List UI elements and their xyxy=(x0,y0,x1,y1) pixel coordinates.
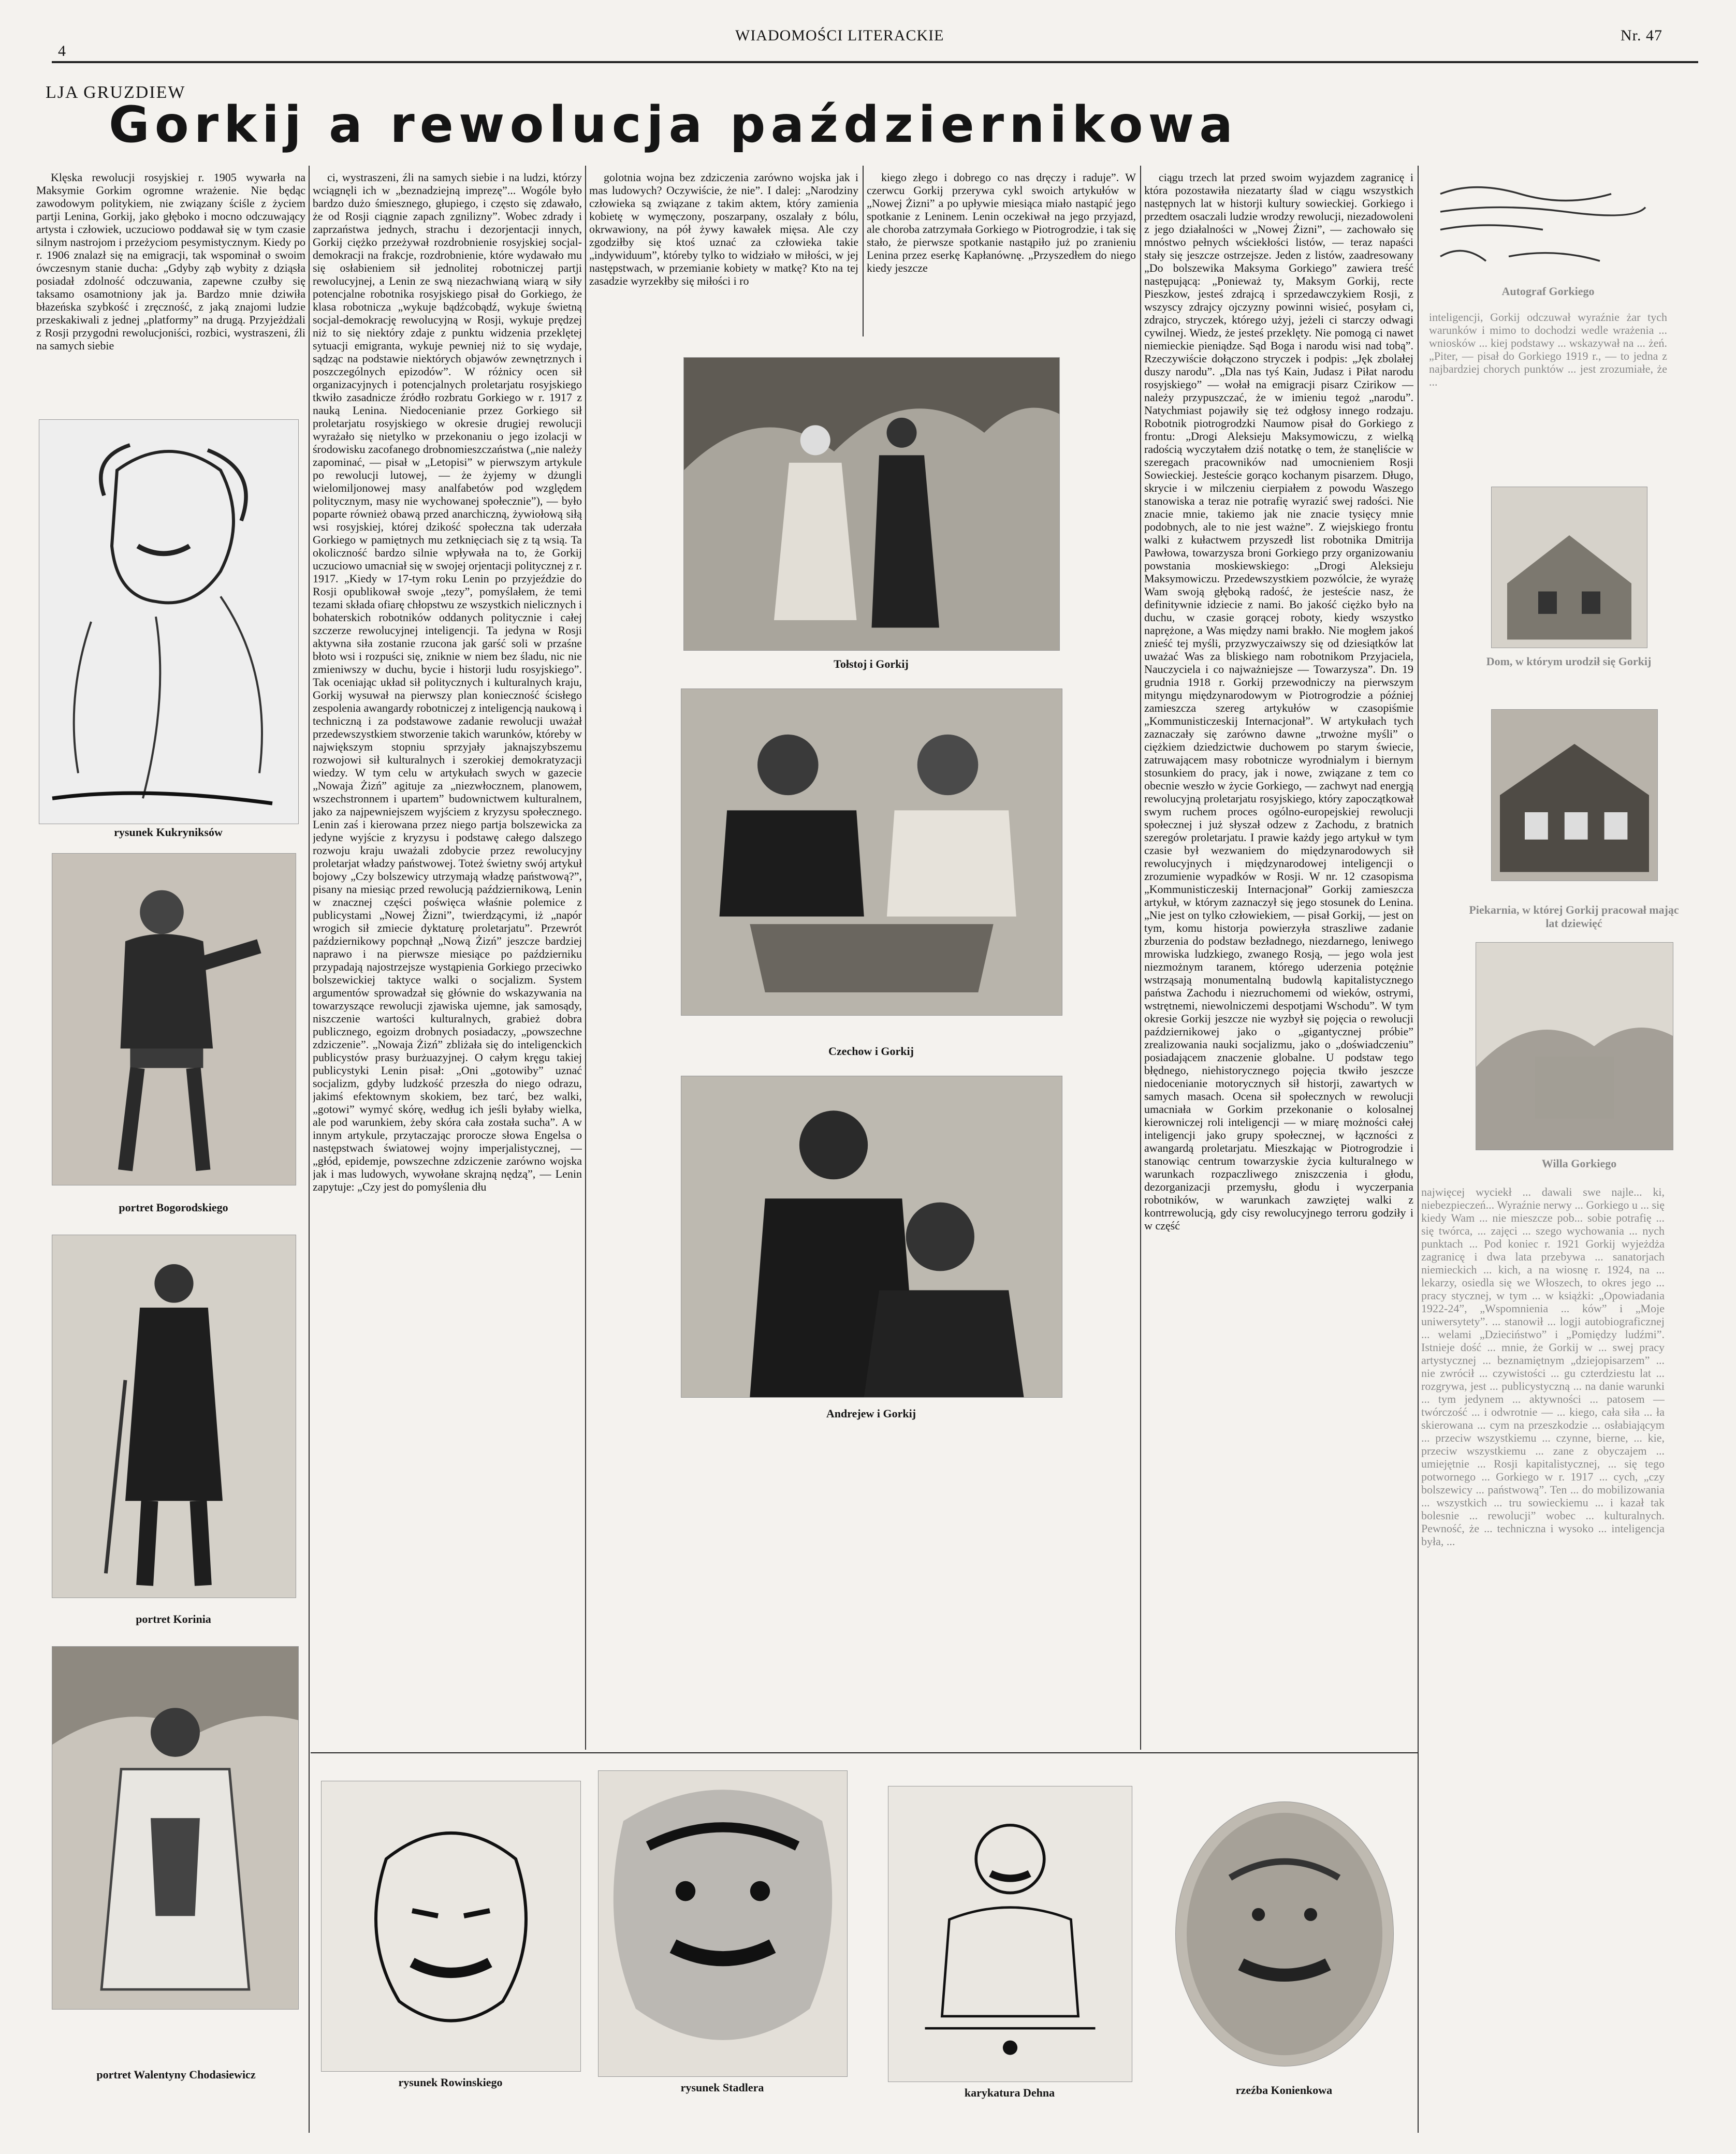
author-name: LJA GRUZDIEW xyxy=(46,83,186,102)
caption-rowinski: rysunek Rowinskiego xyxy=(398,2076,503,2089)
caption-korin: portret Korinia xyxy=(136,1613,211,1625)
column-divider xyxy=(863,166,864,336)
page-number: 4 xyxy=(58,42,66,60)
figure-korin xyxy=(52,1235,296,1598)
issue-number: Nr. 47 xyxy=(1621,27,1662,44)
column-divider xyxy=(1418,166,1419,2133)
caption-andrejew: Andrejew i Gorkij xyxy=(826,1407,916,1420)
caption-czechow: Czechow i Gorkij xyxy=(828,1045,914,1058)
column-divider xyxy=(1140,166,1141,1750)
figure-chodasiewicz xyxy=(52,1646,299,2010)
column-4-text: kiego złego i dobrego co nas dręczy i raduje”. W czerwcu Gorkij przerywa cykl swoich artykułów w „Nowej Żizni” a po upływie miesiąca miało nastąpić jego spotkanie z Leninem. Lenin oczekiwał na jego przyjazd, ale choroba zatrzymała Gorkiego w Piotrogrodzie, i tak się stało, że pierwsze spotkanie nastąpiło już po zranieniu Lenina przez eserkę Kapłanównę. „Przyszedłem do niego kiedy jeszcze xyxy=(867,171,1136,274)
column-divider xyxy=(585,166,586,1750)
photo-czechow-gorkij xyxy=(681,688,1062,1016)
column-6-text: inteligencji, Gorkij odczuwał wyraźnie żar tych warunków i mimo to dochodzi wedle wrażenia ... wniosków ... kiej podstawy ... wskazywał na ... żeń. „Piter, — pisał do Gorkiego 1919 r., — to jedna z najbardziej chorych punktów ... jest zrozumiałe, że ... xyxy=(1429,311,1667,388)
caption-tolstoj: Tołstoj i Gorkij xyxy=(834,657,909,670)
caption-willa: Willa Gorkiego xyxy=(1541,1157,1617,1170)
photo-andrejew-gorkij xyxy=(681,1076,1062,1398)
column-divider xyxy=(309,166,310,2133)
caption-dom: Dom, w którym urodził się Gorkij xyxy=(1486,655,1652,668)
figure-bogorodski xyxy=(52,853,296,1185)
sculpture-konienkowa xyxy=(1175,1801,1394,2067)
photo-piekarnia xyxy=(1491,709,1658,881)
photo-tolstoj-gorkij xyxy=(683,357,1060,651)
photo-dom xyxy=(1491,487,1647,648)
article-title: Gorkij a rewolucja październikowa xyxy=(109,96,1238,154)
autograph-image xyxy=(1429,176,1657,274)
drawing-rowinski xyxy=(321,1781,581,2072)
caption-autograf: Autograf Gorkiego xyxy=(1501,285,1595,298)
column-5-text: ciągu trzech lat przed swoim wyjazdem zagranicę i która pozostawiła niezatarty ślad w ciągu wszystkich następnych lat w historji kultury sowieckiej. Gorkiego i przedtem osaczali ludzie wrodzy rewolucji, niezadowoleni z jego działalności w „Nowej Żizni”, — zachowało się mnóstwo pełnych wściekłości listów, — teraz napaści stały się jeszcze ostrzejsze. Jeden z listów, zaadresowany „Do bolszewika Maksyma Gorkiego” zawiera treść następującą: „Ponieważ ty, Maksym Gorkij, recte Pieszkow, jesteś zdrajcą i sprzedawczykiem Rosji, z wszyscy zdrajcy ojczyzny powinni wisieć, posyłam ci, zdrajco, stryczek, którego użyj, jeżeli ci starczy odwagi cywilnej. Wiedz, że jesteś przeklęty. Nie pomogą ci nawet niemieckie pieniądze. Sąd Boga i narodu wisi nad tobą”. Rzeczywiście dołączono stryczek i podpis: „Jęk zbolałej duszy narodu”. „Dla nas tyś Kain, Judasz i Piłat narodu rosyjskiego” — wołał na emigracji pisarz Czirikow — należy przypuszczać, że w imieniu tegoż „narodu”. Natychmiast pojawiły się też odgłosy innego rodzaju. Robotnik piotrogrodzki Naumow pisał do Gorkiego z frontu: „Drogi Aleksieju Maksymowiczu, z wielką radością wyczytałem dziś notatkę o tem, że stanęliście w szeregach pracowników nad umocnieniem Rosji Sowieckiej. Jesteście gorąco kochanym pisarzem. Długo, skrycie i w milczeniu cierpiałem z powodu Waszego stanowiska a teraz nie potrafię wyrazić swej radości. Nie znacie mnie, takiemo jak nie znacie tysięcy mnie podobnych, ale to nie jest ważne”. Z wiejskiego frontu walki z kułactwem przyszedł list robotnika Dmitrija Pawłowa, towarzysza broni Gorkiego przy organizowaniu powstania moskiewskiego: „Drogi Aleksieju Maksymowiczu. Przedewszystkiem pozwólcie, że wyrażę Wam swoją głęboką radość, że jesteście nasz, że definitywnie idziecie z nami. Bo jakość ciężko było na duchu, w czasie gorącej roboty, kiedy wszystko naprężone, a Was między nami brakło. Nie mogłem jakoś znieść tej myśli, przyzwyczaiwszy się od dziesiątków lat uważać Was za bliskiego nam robotnikom Przyjaciela, Nauczyciela i co najważniejsze — Towarzysza”. Dn. 19 grudnia 1918 r. Gorkij przewodniczy na pierwszym mityngu międzynarodowym w Piotrogrodzie a później zamieszcza szereg artykułów w czasopiśmie „Kommunisticzeskij Internacjonał”. W artykułach tych zaznaczały się zarówno dawne „trwożne myśli” o ciężkiem dziedzictwie duchowem po starym świecie, zatruwającem masy robotnicze wyrodnialym i biernym stosunkiem do pracy, jak i nowe, związane z tem co obecnie weszło w życie Gorkiego, — zachwyt nad energją rewolucyjną proletarjatu rosyjskiego, który zapoczątkował swym ruchem proces ogólno-europejskiej rewolucji społecznej i już słyszał odzew z Zachodu, z bratnich szeregów proletarjatu. I prawie każdy jego artykuł w tym czasie był wezwaniem do międzynarodowych sił rewolucyjnych i międzynarodowej inteligencji o zrozumienie wypadków w Rosji. W nr. 12 czasopisma „Kommunisticzeskij Internacjonał” Gorkij zamieszcza artykuł, w którym zaznaczył się jego stosunek do Lenina. „Nie jest on tylko człowiekiem, — pisał Gorkij, — jest on tym, komu historja powierzyła straszliwe zadanie zburzenia do podstaw bezładnego, niezdarnego, leniwego mrowiska ludzkiego, zwanego Rosją, — jego wola jest niezmożnym taranem, którego uderzenia potężnie wstrząsają monumentalną budowlą kapitalistycznego państwa Zachodu i niezruchomemi od wieków, ostrymi, wstrętnemi, niewolniczemi despotjami Wschodu”. W tym okresie Gorkij jeszcze nie wyzbył się pojęcia o rewolucji październikowej jako o „gigantycznej próbie” zrealizowania nauki socjalizmu, jako o „doświadczeniu” posiadającem znaczenie globalne. U podstaw tego błędnego, niehistorycznego pojęcia tkwiło jeszcze niedocenianie motorycznych sił historji, zawartych w samych masach. Ocena sił społecznych w rewolucji umacniała w Gorkim przekonanie o kolosalnej kierowniczej roli inteligencji — w miarę możności całej inteligencji jako grupy społecznej, w łączności z awangardą proletarjatu. Mieszkając w Piotrogrodzie i stanowiąc centrum towarzyskie życia kulturalnego w warunkach rozpaczliwego zniszczenia i głodu, dezorganizacji przemysłu, głodu i wyczerpania robotników, w warunkach zawziętej walki z kontrrewolucją, gdy cisy rewolucyjnego terroru godziły i w część xyxy=(1144,171,1413,1232)
caption-stadler: rysunek Stadlera xyxy=(680,2081,764,2094)
masthead: WIADOMOŚCI LITERACKIE xyxy=(735,27,944,44)
caption-chodasiewicz: portret Walentyny Chodasiewicz xyxy=(96,2068,256,2081)
figure-kukryniksow xyxy=(39,419,299,824)
column-2-text: ci, wystraszeni, źli na samych siebie i na ludzi, którzy wciągnęli ich w „beznadziejną imprezę”... Wogóle było bardzo dużo śmiesznego, głupiego, i często się zdawało, że od Rosji ciągnie zapach zgnilizny”. Wobec zdrady i zaprzaństwa jednych, strachu i dezorjentacji innych, Gorkij ciężko przeżywał rozdrobnienie rosyjskiej socjal-demokracji na frakcje, rozdrobnienie, które wydawało mu się osłabieniem sił jednolitej robotniczej partji rewolucyjnej, a Lenin ze swą niezachwianą wiarą w siły potencjalne robotnika rosyjskiego pisał do Gorkiego, że klasa robotnicza „wykuje bądźcobądź, wykuje świetną socjal-demokrację rewolucyjną w Rosji, wykuje prędzej niż to się niektóry zdaje z punktu widzenia przeklętej sytuacji emigranta, wykuje pewniej niż to się wydaje, sądząc na podstawie niektórych objawów zewnętrznych i poszczególnych epizodów”. W różnicy ocen sił organizacyjnych i potencjalnych proletarjatu rosyjskiego tkwiło zasadnicze źródło rozbratu Gorkiego w r. 1917 z nauką Lenina. Niedocenianie przez Gorkiego sił proletarjatu rosyjskiego w okresie drugiej rewolucji wyrażało się nietylko w przekonaniu o jego izolacji w środowisku zacofanego drobnomieszczaństwa („nie należy zapominać, — pisał w „Letopisi” w pierwszym artykule po rewolucji lutowej, — że żyjemy w dżungli wielomiljonowej masy analfabetów pod względem politycznym, masy nie wychowanej społecznie”), — było poparte również obawą przed anarchiczną, żywiołową siłą wsi rosyjskiej, której dzikość społeczna tak uderzała Gorkiego w pamiętnych mu zetknięciach się z tą wsią. Ta okoliczność bardzo silnie wpływała na to, że Gorkij uczuciowo umacniał się w swojej orjentacji politycznej z r. 1917. „Kiedy w 17-tym roku Lenin po przyjeździe do Rosji opublikował swoje „tezy”, pomyślałem, że temi tezami składa ofiarę chłopstwu ze wszystkich nielicznych i bohaterskich robotników oddanych politycznie i całej szczerze rewolucyjnej inteligencji. Ta jedyna w Rosji aktywna siła zostanie rzucona jak garść soli w przaśne błoto wsi i rozpuści się, zniknie w niem bez śladu, nic nie zmieniwszy w duchu, bycie i historji ludu rosyjskiego”. Tak oceniając układ sił politycznych i kulturalnych kraju, Gorkij wysuwał na pierwszy plan konieczność ścisłego zespolenia awangardy robotniczej z inteligencją naukową i techniczną i za podstawowe zadanie rewolucji uważał przedewszystkiem stworzenie takich warunków, któreby w największym stopniu sprzyjały jaknajszybszemu rozwojowi sił kulturalnych i szerokiej demokratyzacji wiedzy. W tym celu w artykułach swych w gazecie „Nowaja Żizń” agituje za „niezwłocznem, planowem, wszechstronnem i upartem” budownictwem kulturalnem, jako za najpewniejszem wyjściem z kryzysu społecznego. Lenin zaś i kierowana przez niego partja bolszewicka za jedyne wyjście z kryzysu i podstawę całego dalszego rozwoju kraju uważali zdobycie przez rewolucyjny proletarjat władzy państwowej. Toteż świetny swój artykuł bojowy „Czy bolszewicy utrzymają władzę państwową?”, pisany na miesiąc przed rewolucją październikową, Lenin w znacznej części poświęca właśnie polemice z publicystami „Nowej Żizni”, twierdzącymi, iż „napór wrogich sił zmiecie dyktaturę proletarjatu”. Przewrót październikowy popchnął „Nową Żizń” jeszcze bardziej naprawo i na pierwsze miesiące po październiku przypadają najostrzejsze wystąpienia Gorkiego przeciwko bolszewickiej taktyce walki o socjalizm. System argumentów sprowadzał się głównie do wskazywania na towarzyszące rewolucji zjawiska ujemne, jak samosądy, niszczenie wartości kulturalnych, grabież dobra publicznego, egoizm drobnych posiadaczy, „powszechne zdziczenie”. „Nowaja Żizń” zbliżała się do inteligenckich publicystów prasy burżuazyjnej. O całym kręgu takiej publicystyki Lenin pisał: „Oni „gotowiby” uznać socjalizm, gdyby ludzkość przeszła do niego odrazu, jakimś efektownym skokiem, bez tarć, bez walki, „gotowi” wymyć skórę, według ich jeśli byłaby wielka, ale pod warunkiem, żeby skóra cała została sucha”. A w innym artykule, przytaczając prorocze słowa Engelsa o następstwach światowej wojny imperjalistycznej, — „głód, epidemje, powszechne zdziczenie zarówno wojska jak i mas ludowych, wywołane skrajną nędzą”, — Lenin zapytuje: „Czy jest do pomyślenia dłu xyxy=(313,171,582,1193)
caption-kukryniksow: rysunek Kukryniksów xyxy=(114,826,223,839)
drawing-stadler xyxy=(598,1770,848,2077)
column-3-text: golotnia wojna bez zdziczenia zarówno wojska jak i mas ludowych? Oczywiście, że nie”. I dalej: „Narodziny człowieka są związane z takim aktem, który zamienia kobietę w wymęczony, poszarpany, oszalały z bólu, okrwawiony, na pół żywy kawałek mięsa. Ale czy zgodziłby się ktoś uznać za człowieka takie „indywiduum”, któreby tylko to widziało w miłości, w jej następstwach, w przemianie kobiety w matkę? Kto na tej zasadzie wyrzekłby się miłości i ro xyxy=(589,171,858,287)
bottom-rule xyxy=(311,1752,1418,1753)
caption-bogorodski: portret Bogorodskiego xyxy=(119,1201,228,1214)
caption-konienkowa: rzeźba Koniеnkowa xyxy=(1235,2084,1333,2097)
column-7-text: najwięcej wyciekł ... dawali swe najle... ki, niebezpieczeń... Wyraźnie nerwy ... Gorkiego u ... się kiedy Wam ... nie mieszcze pob... sobie potrafię ... się twórca, ... zajęci ... szego wychowania ... nych punktach ... Pod koniec r. 1921 Gorkij wyjeżdża zagranicę i dwa lata przebywa ... sanatorjach niemieckich ... kich, a na wiosnę r. 1924, na ... lekarzy, osiedla się we Włoszech, to okres jego ... pracy stycznej, w tym ... w książki: „Opowiadania 1922-24”, „Wspomnienia ... ków” i „Moje uniwersytety”. ... stanowił ... logji autobiograficznej ... welami „Dzieciństwo” i „Pomiędzy ludźmi”. Istnieje dość ... mnie, że Gorkij w ... swej pracy artystycznej ... beznamiętnym „dziejopisarzem” ... nie zwrócił ... czywistości ... gu czterdziestu lat ... rozgrywa, jest ... publicystyczną ... na danie warunki ... tym jedynem ... aktywności ... patosem — twórczość ... i odwrotnie — ... kiego, cała siła ... ła skierowana ... cym na przeszkodzie ... osłabiającym ... przeciw wszystkiemu ... czynne, bierne, ... kie, przeciw wszystkiemu ... zane z obyczajem ... umiejętnie ... Rosji kapitalistycznej, ... się tego potwornego ... Gorkiego w r. 1917 ... cych, „czy bolszewicy ... państwową”. Ten ... do mobilizowania ... wszystkich ... tru sowieckiemu ... i kazał tak bolesnie ... rewolucji” wobec ... kulturalnych. Pewność, że ... techniczna i wysoko ... inteligencja była, ... xyxy=(1421,1185,1665,1548)
photo-willa xyxy=(1476,942,1673,1150)
caption-dehn: karykatura Dehna xyxy=(964,2086,1055,2099)
column-1-text: Klęska rewolucji rosyjskiej r. 1905 wywarła na Maksymie Gorkim ogromne wrażenie. Nie będąc zawodowym politykiem, nie związany ściśle z życiem partji Lenina, Gorkij, jako głęboko i mocno odczuwający artysta i człowiek, uczuciowo poddawał się w tym czasie silnym nastrojom i przeżyciom pesymistycznym. Kiedy po r. 1906 znalazł się na emigracji, tak wspominał o swoim ówczesnym stanie ducha: „Gdyby ząb wybity z dziąsła posiadał zdolność odczuwania, zapewne czułby się taksamo osamotniony jak ja. Bardzo mnie dziwiła błazeńska szybkość i zręczność, z jaką znajomi ludzie przeskakiwali z jednej „platformy” na drugą. Przyjeżdżali z Rosji przygodni rewolucjoniści, rozbici, wystraszeni, źli na samych siebie xyxy=(36,171,305,352)
drawing-dehn xyxy=(888,1786,1132,2082)
caption-piekarnia: Piekarnia, w której Gorkij pracował mając lat dziewięć xyxy=(1469,903,1679,930)
header-rule xyxy=(52,61,1698,63)
